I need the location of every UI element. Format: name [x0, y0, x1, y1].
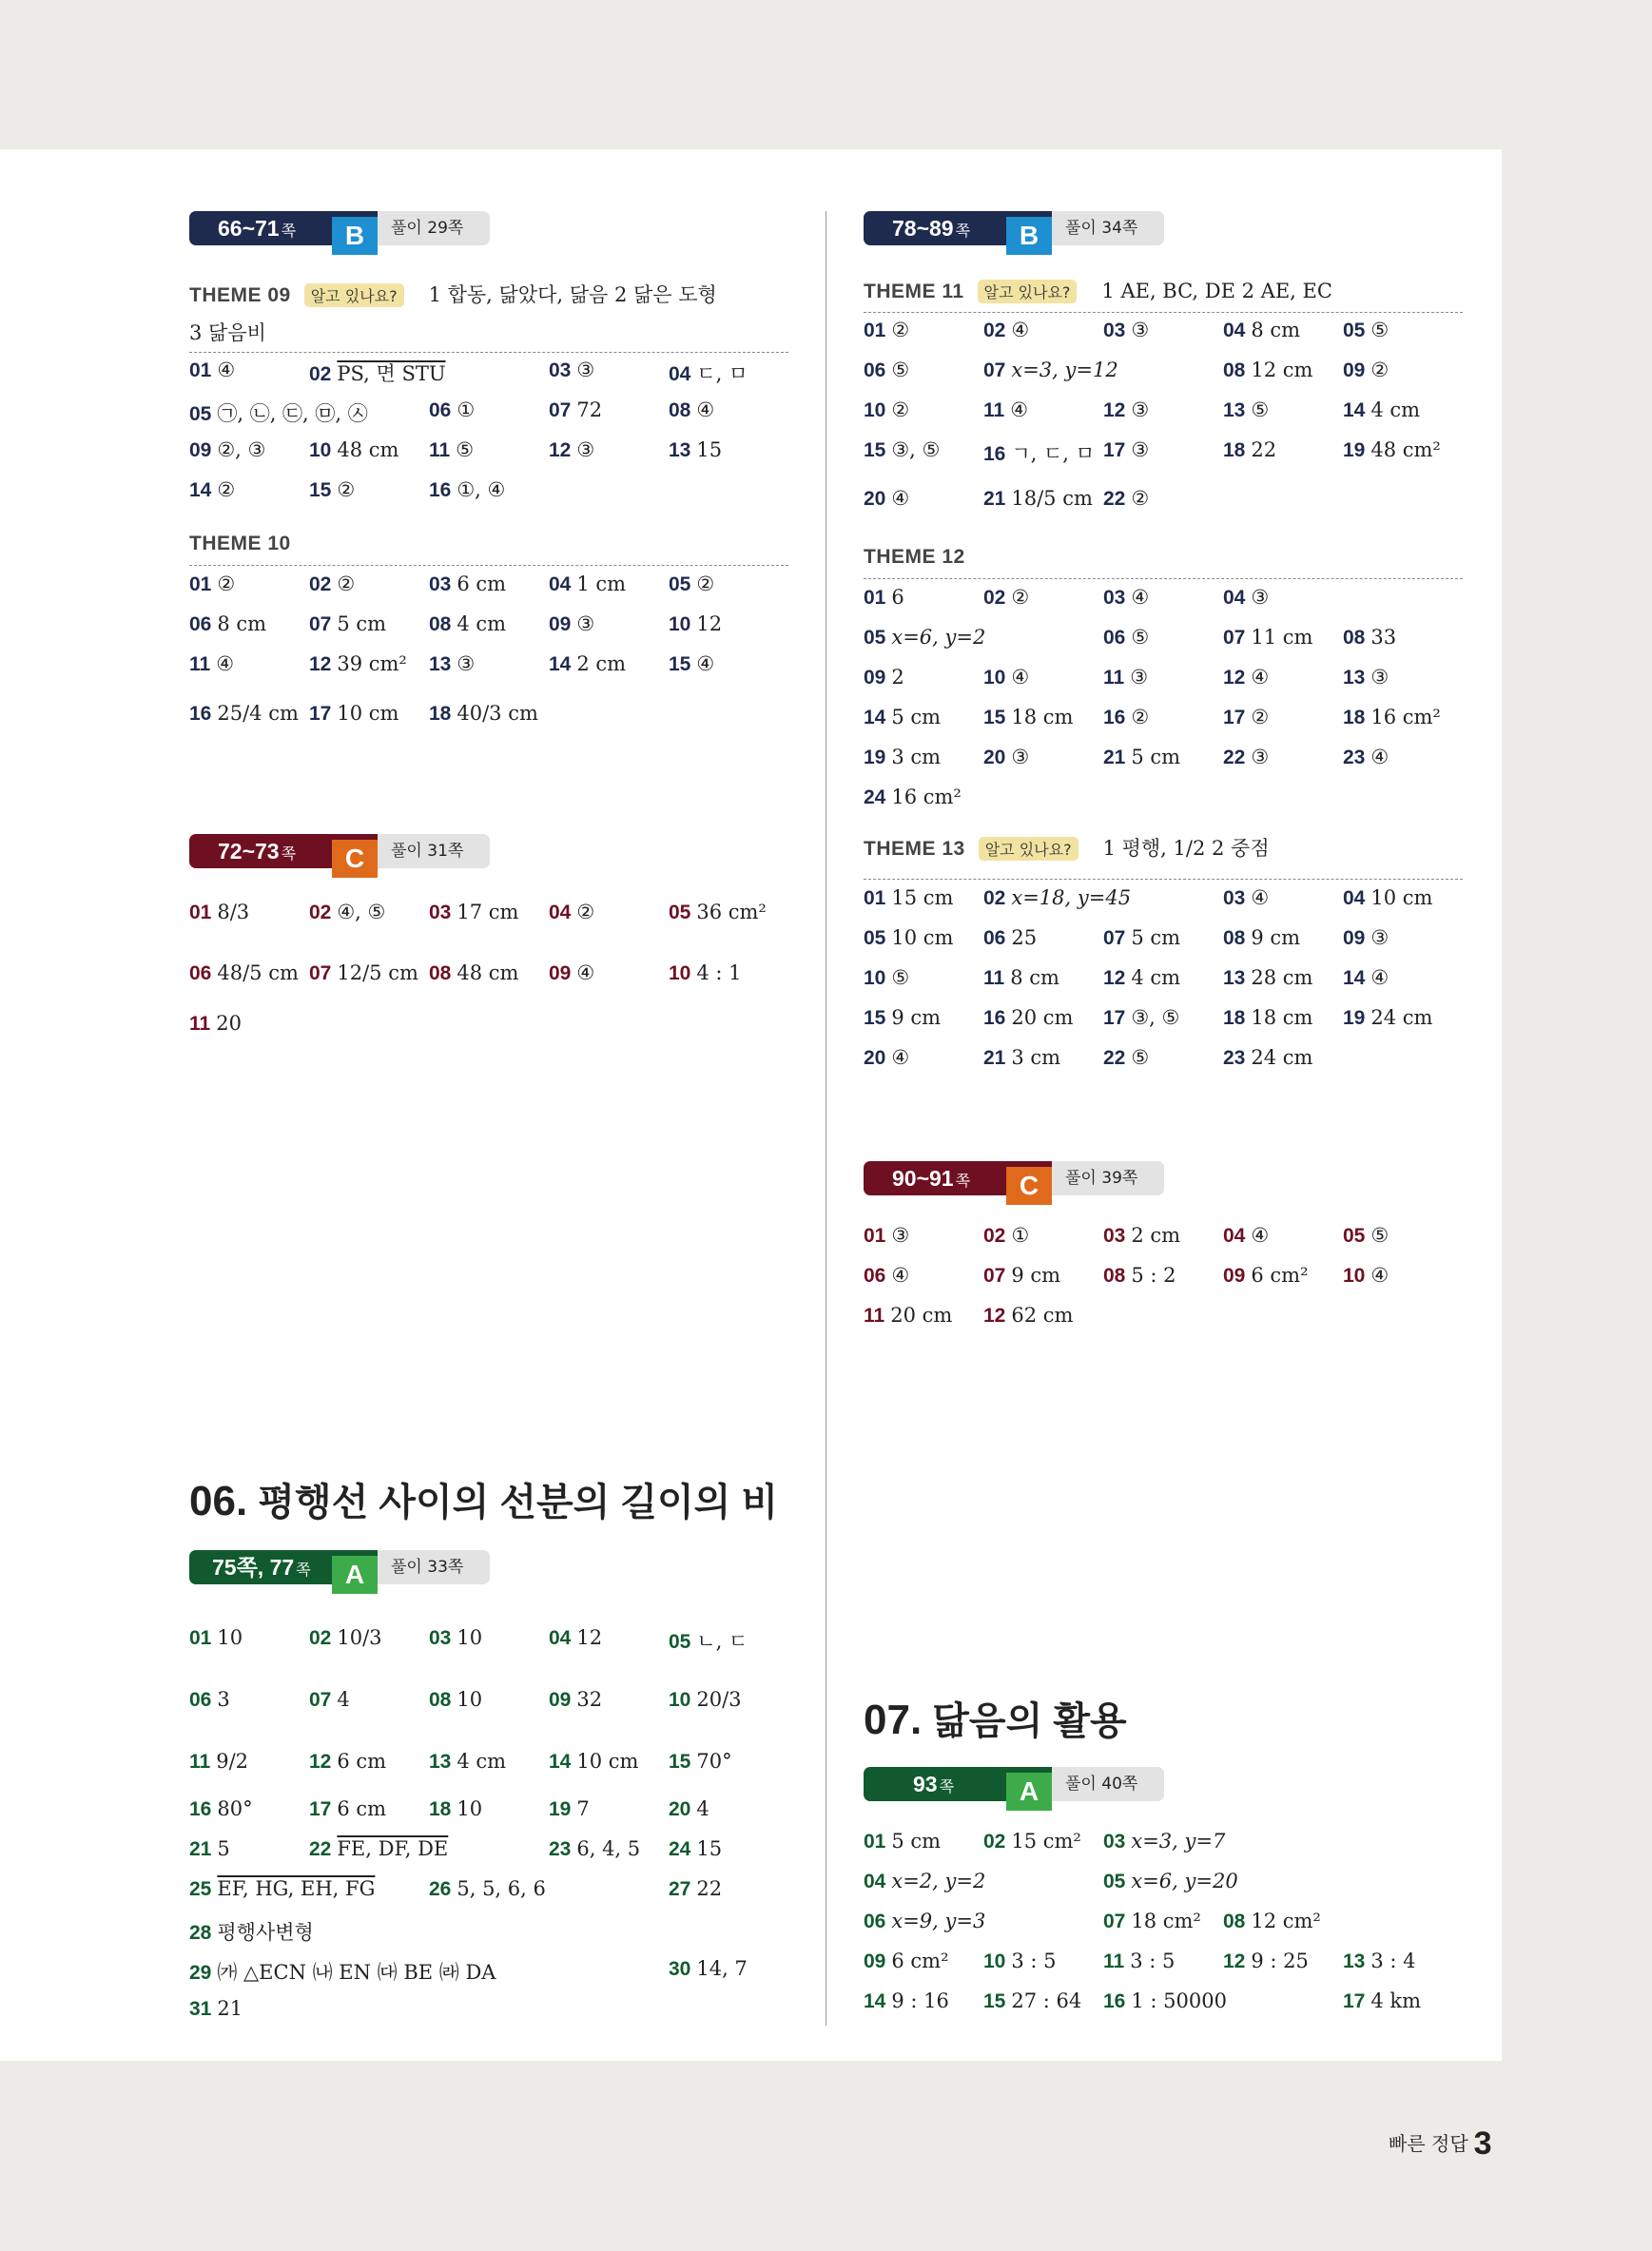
page-range: 90~91 쪽 [864, 1161, 1052, 1195]
section-c-72-73: 72~73 쪽 C 풀이 31쪽 01 8/3 02 ④, ⑤ 03 17 cm 04 ② 05 36 cm² 06 48/5 cm 07 12/5 cm 08 48 cm 09 ④ 10 4 : 1 11 20 [189, 834, 760, 868]
section-c-90-91: 90~91 쪽 C 풀이 39쪽 01 ③ 02 ① 03 2 cm 04 ④ 05 ⑤ 06 ④ 07 9 cm 08 5 : 2 09 6 cm² 10 ④ 11 20 cm 12 62 cm [864, 1161, 1472, 1195]
level-badge: A [1006, 1773, 1052, 1811]
level-badge: C [1006, 1167, 1052, 1205]
level-badge: C [332, 840, 378, 878]
solution-page: 풀이 39쪽 [1052, 1161, 1164, 1195]
section-tab [864, 211, 1472, 250]
know-badge: 알고 있나요? [304, 283, 404, 307]
page-range: 72~73 쪽 [189, 834, 378, 868]
section-a-93: 93 쪽 A 풀이 40쪽 01 5 cm 02 15 cm² 03 x=3, y=7 04 x=2, y=2 05 x=6, y=20 06 x=9, y=3 07 18 cm² 08 12 cm² 09 6 cm² 10 3 : 5 11 3 : 5 12 9 : 25 13 3 : 4 14 9 : 16 15 27 : 64 16 1 : 50000 17 4 km [864, 1767, 1472, 1801]
level-badge: B [332, 217, 378, 255]
dotted-rule [864, 578, 1463, 579]
solution-page: 풀이 31쪽 [378, 834, 490, 868]
chapter-heading: 07. 닮음의 활용 [864, 1697, 1127, 1743]
section-tab [189, 211, 760, 250]
chapter-heading: 06. 평행선 사이의 선분의 길이의 비 [189, 1478, 779, 1524]
solution-page: 풀이 40쪽 [1052, 1767, 1164, 1801]
level-badge: A [332, 1556, 378, 1594]
theme-heading: THEME 13 알고 있나요? 1 평행, 1/2 2 중점 [864, 837, 1270, 860]
footer-label: 빠른 정답 [1389, 2132, 1468, 2155]
theme-heading: THEME 11 알고 있나요? 1 AE, BC, DE 2 AE, EC [864, 280, 1332, 302]
section-b-66-71: 66~71 쪽 B 풀이 29쪽 THEME 09 알고 있나요? 1 합동, 닮았다, 닮음 2 닮은 도형 3 닮음비 01 ④ 02 PS, 면 STU 03 ③ 04 ㄷ, ㅁ 05 ㉠, ㉡, ㉢, ㉤, ㉦ 06 ① 07 72 08 ④ 09 ②, ③ 10 48 cm 11 ⑤ 12 ③ 13 15 14 ② 15 ② 16 ①, ④ THEME 10 01 ② 02 ② 03 6 cm 04 1 cm 05 ② 06 8 cm 07 5 cm 08 4 cm 09 ③ 10 12 11 ④ 12 39 cm² 13 ③ 14 2 cm 15 ④ 16 25/4 cm 17 10 cm 18 40/3 cm [189, 211, 760, 245]
level-badge: B [1006, 217, 1052, 255]
page-range: 93 쪽 [864, 1767, 1052, 1801]
theme-answer-cont: 3 닮음비 [189, 321, 266, 344]
section-tab [189, 1550, 760, 1589]
know-badge: 알고 있나요? [979, 837, 1079, 861]
solution-page: 풀이 33쪽 [378, 1550, 490, 1584]
page-range: 78~89 쪽 [864, 211, 1052, 245]
solution-page: 풀이 29쪽 [378, 211, 490, 245]
page-range: 66~71 쪽 [189, 211, 378, 245]
know-badge: 알고 있나요? [978, 280, 1078, 303]
section-tab [189, 834, 760, 873]
section-tab [864, 1161, 1472, 1200]
page-range: 75쪽, 77 쪽 [189, 1550, 378, 1584]
theme-heading: THEME 12 [864, 546, 965, 568]
section-b-78-89: 78~89 쪽 B 풀이 34쪽 THEME 11 알고 있나요? 1 AE, BC, DE 2 AE, EC 01 ② 02 ④ 03 ③ 04 8 cm 05 ⑤ 06 ⑤ 07 x=3, y=12 08 12 cm 09 ② 10 ② 11 ④ 12 ③ 13 ⑤ 14 4 cm 15 ③, ⑤ 16 ㄱ, ㄷ, ㅁ 17 ③ 18 22 19 48 cm² 20 ④ 21 18/5 cm 22 ② THEME 12 01 6 02 ② 03 ④ 04 ③ 05 x=6, y=2 06 ⑤ 07 11 cm 08 33 09 2 10 ④ 11 ③ 12 ④ 13 ③ 14 5 cm 15 18 cm 16 ② 17 ② 18 16 cm² 19 3 cm 20 ③ 21 5 cm 22 ③ 23 ④ 24 16 cm² THEME 13 알고 있나요? 1 평행, 1/2 2 중점 01 15 cm 02 x=18, y=45 03 ④ 04 10 cm 05 10 cm 06 25 07 5 cm 08 9 cm 09 ③ 10 ⑤ 11 8 cm 12 4 cm 13 28 cm 14 ④ 15 9 cm 16 20 cm 17 ③, ⑤ 18 18 cm 19 24 cm 20 ④ 21 3 cm 22 ⑤ 23 24 cm [864, 211, 1472, 245]
dotted-rule [864, 879, 1463, 880]
theme-heading: THEME 10 [189, 533, 291, 554]
dotted-rule [189, 565, 788, 566]
dotted-rule [189, 352, 788, 353]
dotted-rule [864, 312, 1463, 313]
theme-heading: THEME 09 알고 있나요? 1 합동, 닮았다, 닮음 2 닮은 도형 [189, 283, 717, 306]
solution-page: 풀이 34쪽 [1052, 211, 1164, 245]
section-tab [864, 1767, 1472, 1806]
page-number: 3 [1473, 2125, 1492, 2162]
section-a-75-77: 75쪽, 77 쪽 A 풀이 33쪽 01 10 02 10/3 03 10 04 12 05 ㄴ, ㄷ 06 3 07 4 08 10 09 32 10 20/3 11 9/2 12 6 cm 13 4 cm 14 10 cm 15 70° 16 80° 17 6 cm 18 10 19 7 20 4 21 5 22 FE, DF, DE 23 6, 4, 5 24 15 25 EF, HG, EH, FG 26 5, 5, 6, 6 27 22 28 평행사변형 29 ㈎ △ECN ㈏ EN ㈐ BE ㈑ DA 30 14, 7 31 21 [189, 1550, 760, 1584]
page-footer [1389, 2125, 1492, 2163]
